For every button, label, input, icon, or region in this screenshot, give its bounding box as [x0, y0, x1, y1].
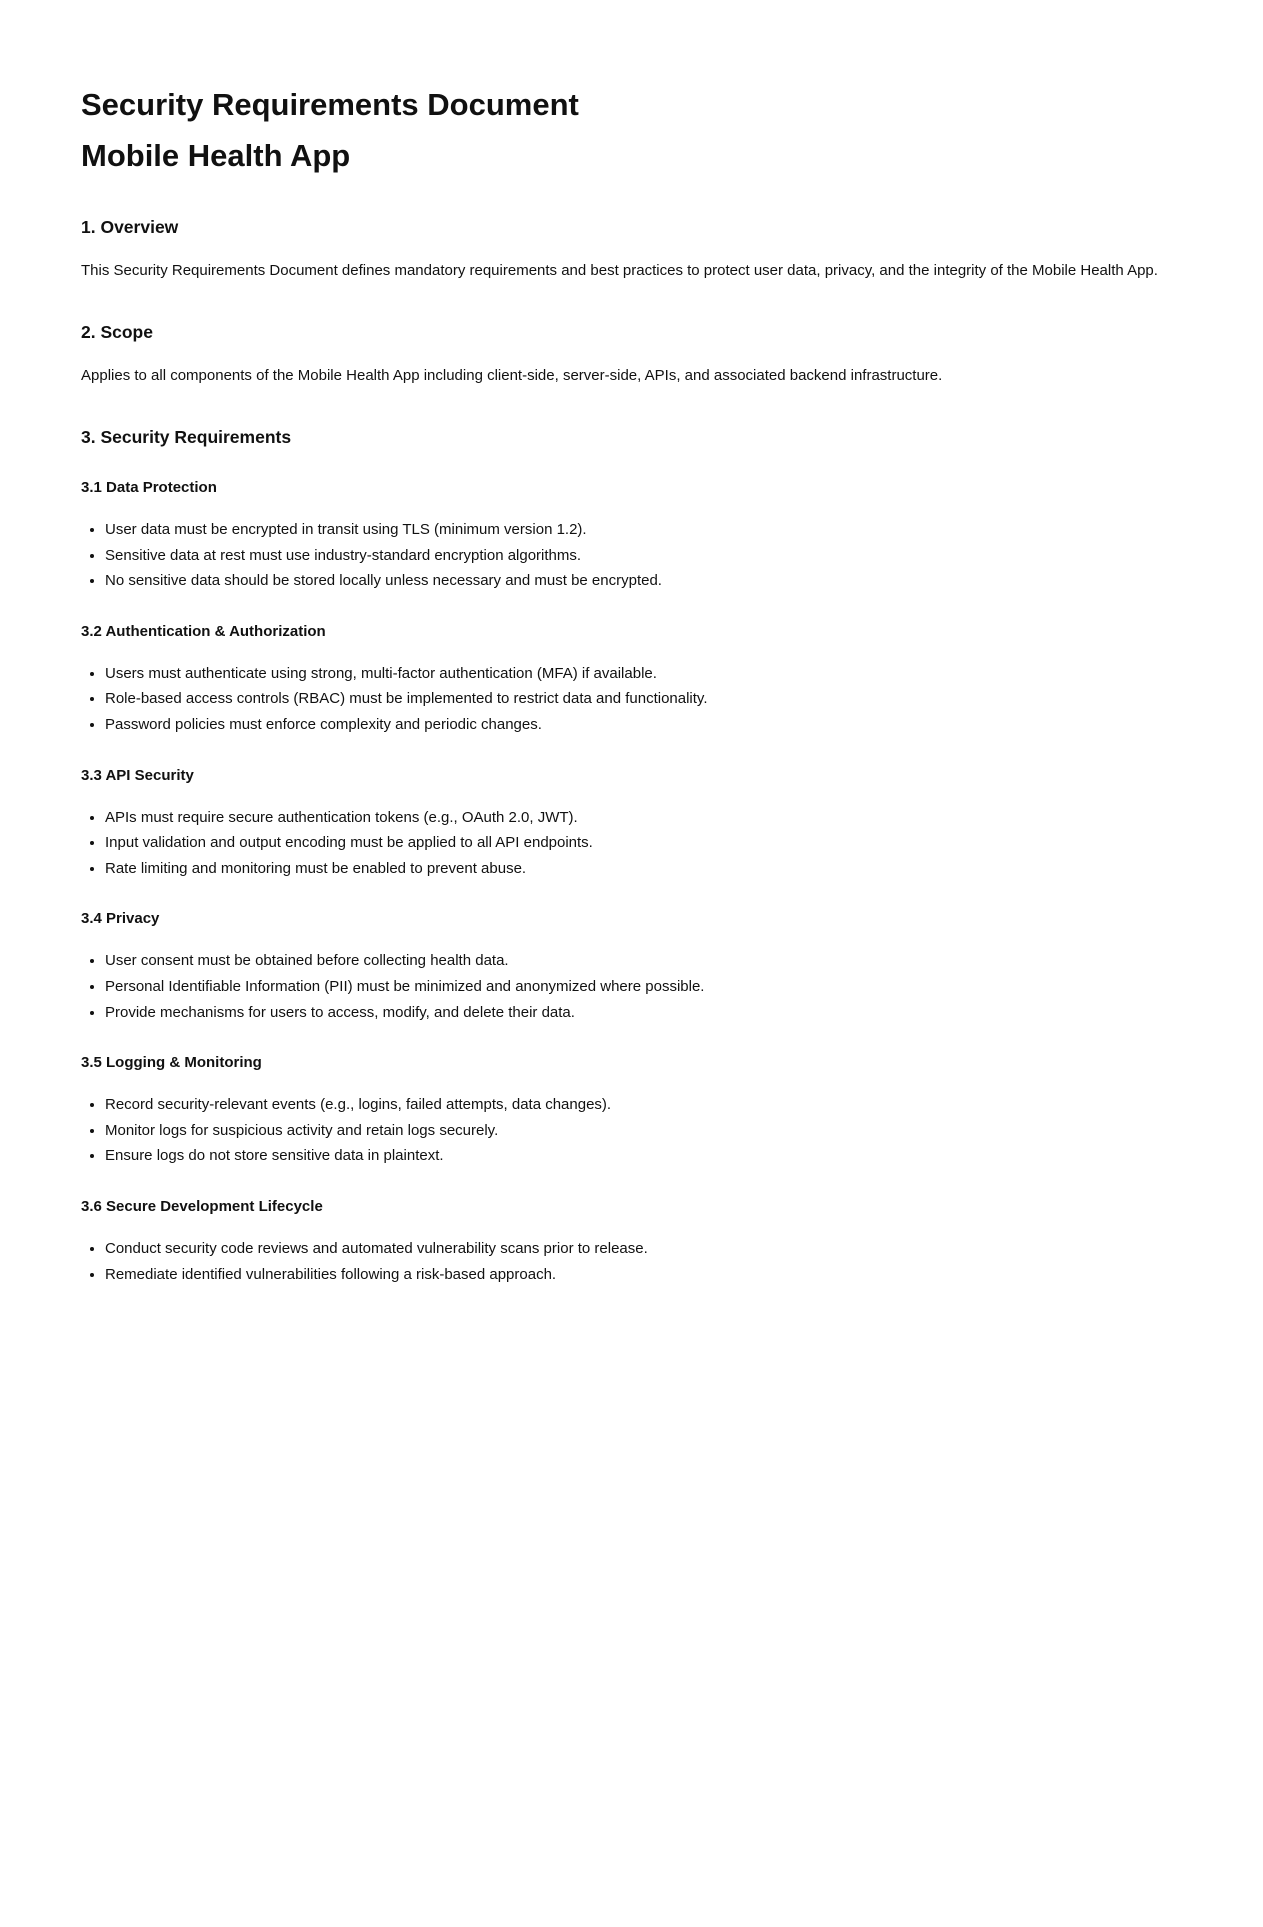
subsection-heading: 3.4 Privacy — [81, 910, 160, 928]
requirements-heading: 3. Security Requirements — [81, 427, 292, 447]
list-item: • Record security-relevant events (e.g., logins, failed attempts, data changes). — [105, 1092, 1182, 1118]
list-item: • Monitor logs for suspicious activity and retain logs securely. — [105, 1118, 1182, 1144]
requirement-list — [81, 517, 1182, 594]
list-item: • Users must authenticate using strong, multi-factor authentication (MFA) if available. — [105, 661, 1182, 687]
subsection-heading: 3.3 API Security — [81, 766, 194, 784]
list-item: • Personal Identifiable Information (PII) must be minimized and anonymized where possible. — [105, 974, 1182, 1000]
list-item: • Role-based access controls (RBAC) must be implemented to restrict data and functionality. — [105, 686, 1182, 712]
list-item: • Conduct security code reviews and automated vulnerability scans prior to release. — [105, 1236, 1182, 1262]
list-item: • User consent must be obtained before collecting health data. — [105, 948, 1182, 974]
list-item: • APIs must require secure authentication tokens (e.g., OAuth 2.0, JWT). — [105, 805, 1182, 831]
document-subtitle: Mobile Health App — [81, 138, 351, 173]
list-item: • Ensure logs do not store sensitive data in plaintext. — [105, 1143, 1182, 1169]
list-item: • User data must be encrypted in transit using TLS (minimum version 1.2). — [105, 517, 1182, 543]
subsection-heading: 3.2 Authentication & Authorization — [81, 622, 326, 640]
list-item: • Rate limiting and monitoring must be enabled to prevent abuse. — [105, 856, 1182, 882]
overview-text: This Security Requirements Document defines mandatory requirements and best practices to protect user data, privacy, and the integrity of the Mobile Health App. — [81, 262, 1158, 279]
list-item: • Remediate identified vulnerabilities following a risk-based approach. — [105, 1262, 1182, 1288]
document-title: Security Requirements Document — [81, 87, 579, 122]
requirement-list — [81, 1092, 1182, 1169]
subsection-heading: 3.1 Data Protection — [81, 479, 217, 496]
subsection-heading: 3.5 Logging & Monitoring — [81, 1054, 262, 1072]
list-item: • Input validation and output encoding must be applied to all API endpoints. — [105, 830, 1182, 856]
list-item: • Sensitive data at rest must use industry-standard encryption algorithms. — [105, 543, 1182, 569]
list-item: • Provide mechanisms for users to access, modify, and delete their data. — [105, 1000, 1182, 1026]
requirement-list — [81, 805, 1182, 882]
requirements-subsections — [81, 478, 1182, 1287]
overview-heading: 1. Overview — [81, 217, 179, 237]
list-item: • Password policies must enforce complexity and periodic changes. — [105, 712, 1182, 738]
requirement-list — [81, 948, 1182, 1025]
subsection-heading: 3.6 Secure Development Lifecycle — [81, 1197, 323, 1215]
requirement-list — [81, 1236, 1182, 1287]
requirement-list — [81, 661, 1182, 738]
scope-heading: 2. Scope — [81, 322, 153, 342]
list-item: • No sensitive data should be stored locally unless necessary and must be encrypted. — [105, 568, 1182, 594]
scope-text: Applies to all components of the Mobile Health App including client-side, server-side, APIs, and associated backend infrastructure. — [81, 367, 943, 384]
